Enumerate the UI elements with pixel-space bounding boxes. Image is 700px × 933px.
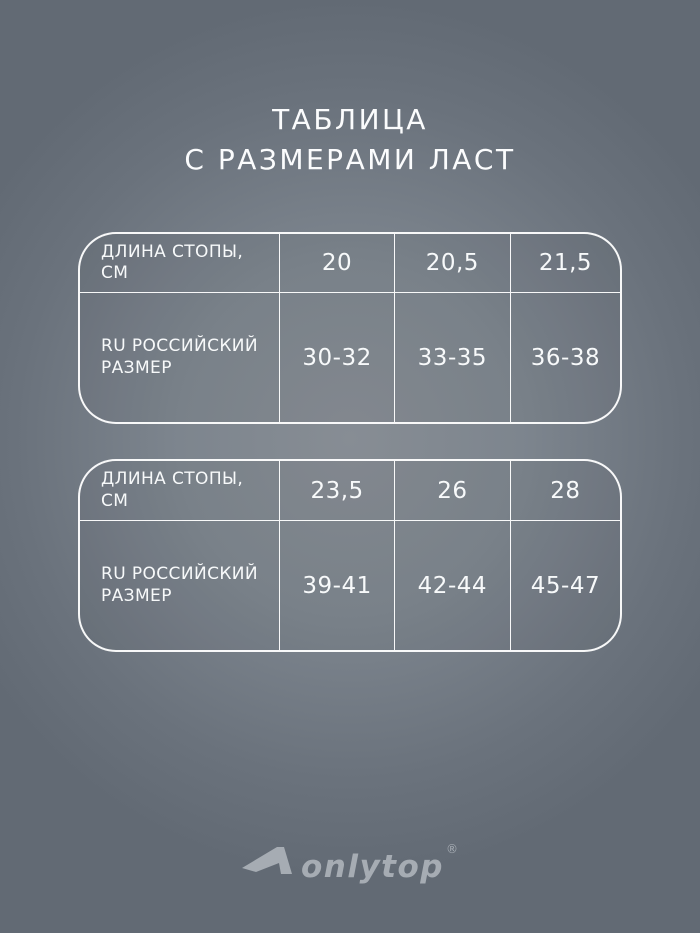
ru-size-value-cell: 39-41 — [280, 520, 394, 650]
foot-length-label-cell: ДЛИНА СТОПЫ, СМ — [80, 234, 280, 292]
foot-length-value-cell: 20 — [280, 234, 394, 292]
ru-size-value-cell: 30-32 — [280, 292, 394, 422]
foot-length-label-cell: ДЛИНА СТОПЫ, СМ — [80, 461, 280, 520]
foot-length-value-cell: 20,5 — [395, 234, 511, 292]
size-table-1 — [78, 232, 622, 424]
brand-name: onlytop — [300, 849, 444, 885]
ru-size-value-cell: 42-44 — [395, 520, 511, 650]
ru-size-label-cell: RU РОССИЙСКИЙ РАЗМЕР — [80, 292, 280, 422]
brand-logo — [0, 840, 700, 886]
registered-mark-icon: ® — [446, 842, 458, 856]
page-title-line-2: С РАЗМЕРАМИ ЛАСТ — [184, 143, 516, 176]
foot-length-value-cell: 21,5 — [538, 250, 593, 276]
ru-size-label-cell: RU РОССИЙСКИЙ РАЗМЕР — [80, 520, 280, 650]
ru-size-value-cell: 36-38 — [511, 292, 620, 422]
page-title — [0, 100, 700, 180]
foot-length-value-cell: 23,5 — [280, 461, 394, 520]
foot-length-value-cell: 26 — [395, 461, 511, 520]
ru-size-value-cell: 45-47 — [511, 520, 620, 650]
onlytop-swoosh-icon — [242, 847, 294, 879]
size-table-2 — [78, 459, 622, 652]
ru-size-value-cell: 33-35 — [395, 292, 511, 422]
foot-length-value-cell: 28 — [550, 477, 581, 504]
page-title-line-1: ТАБЛИЦА — [272, 103, 428, 136]
